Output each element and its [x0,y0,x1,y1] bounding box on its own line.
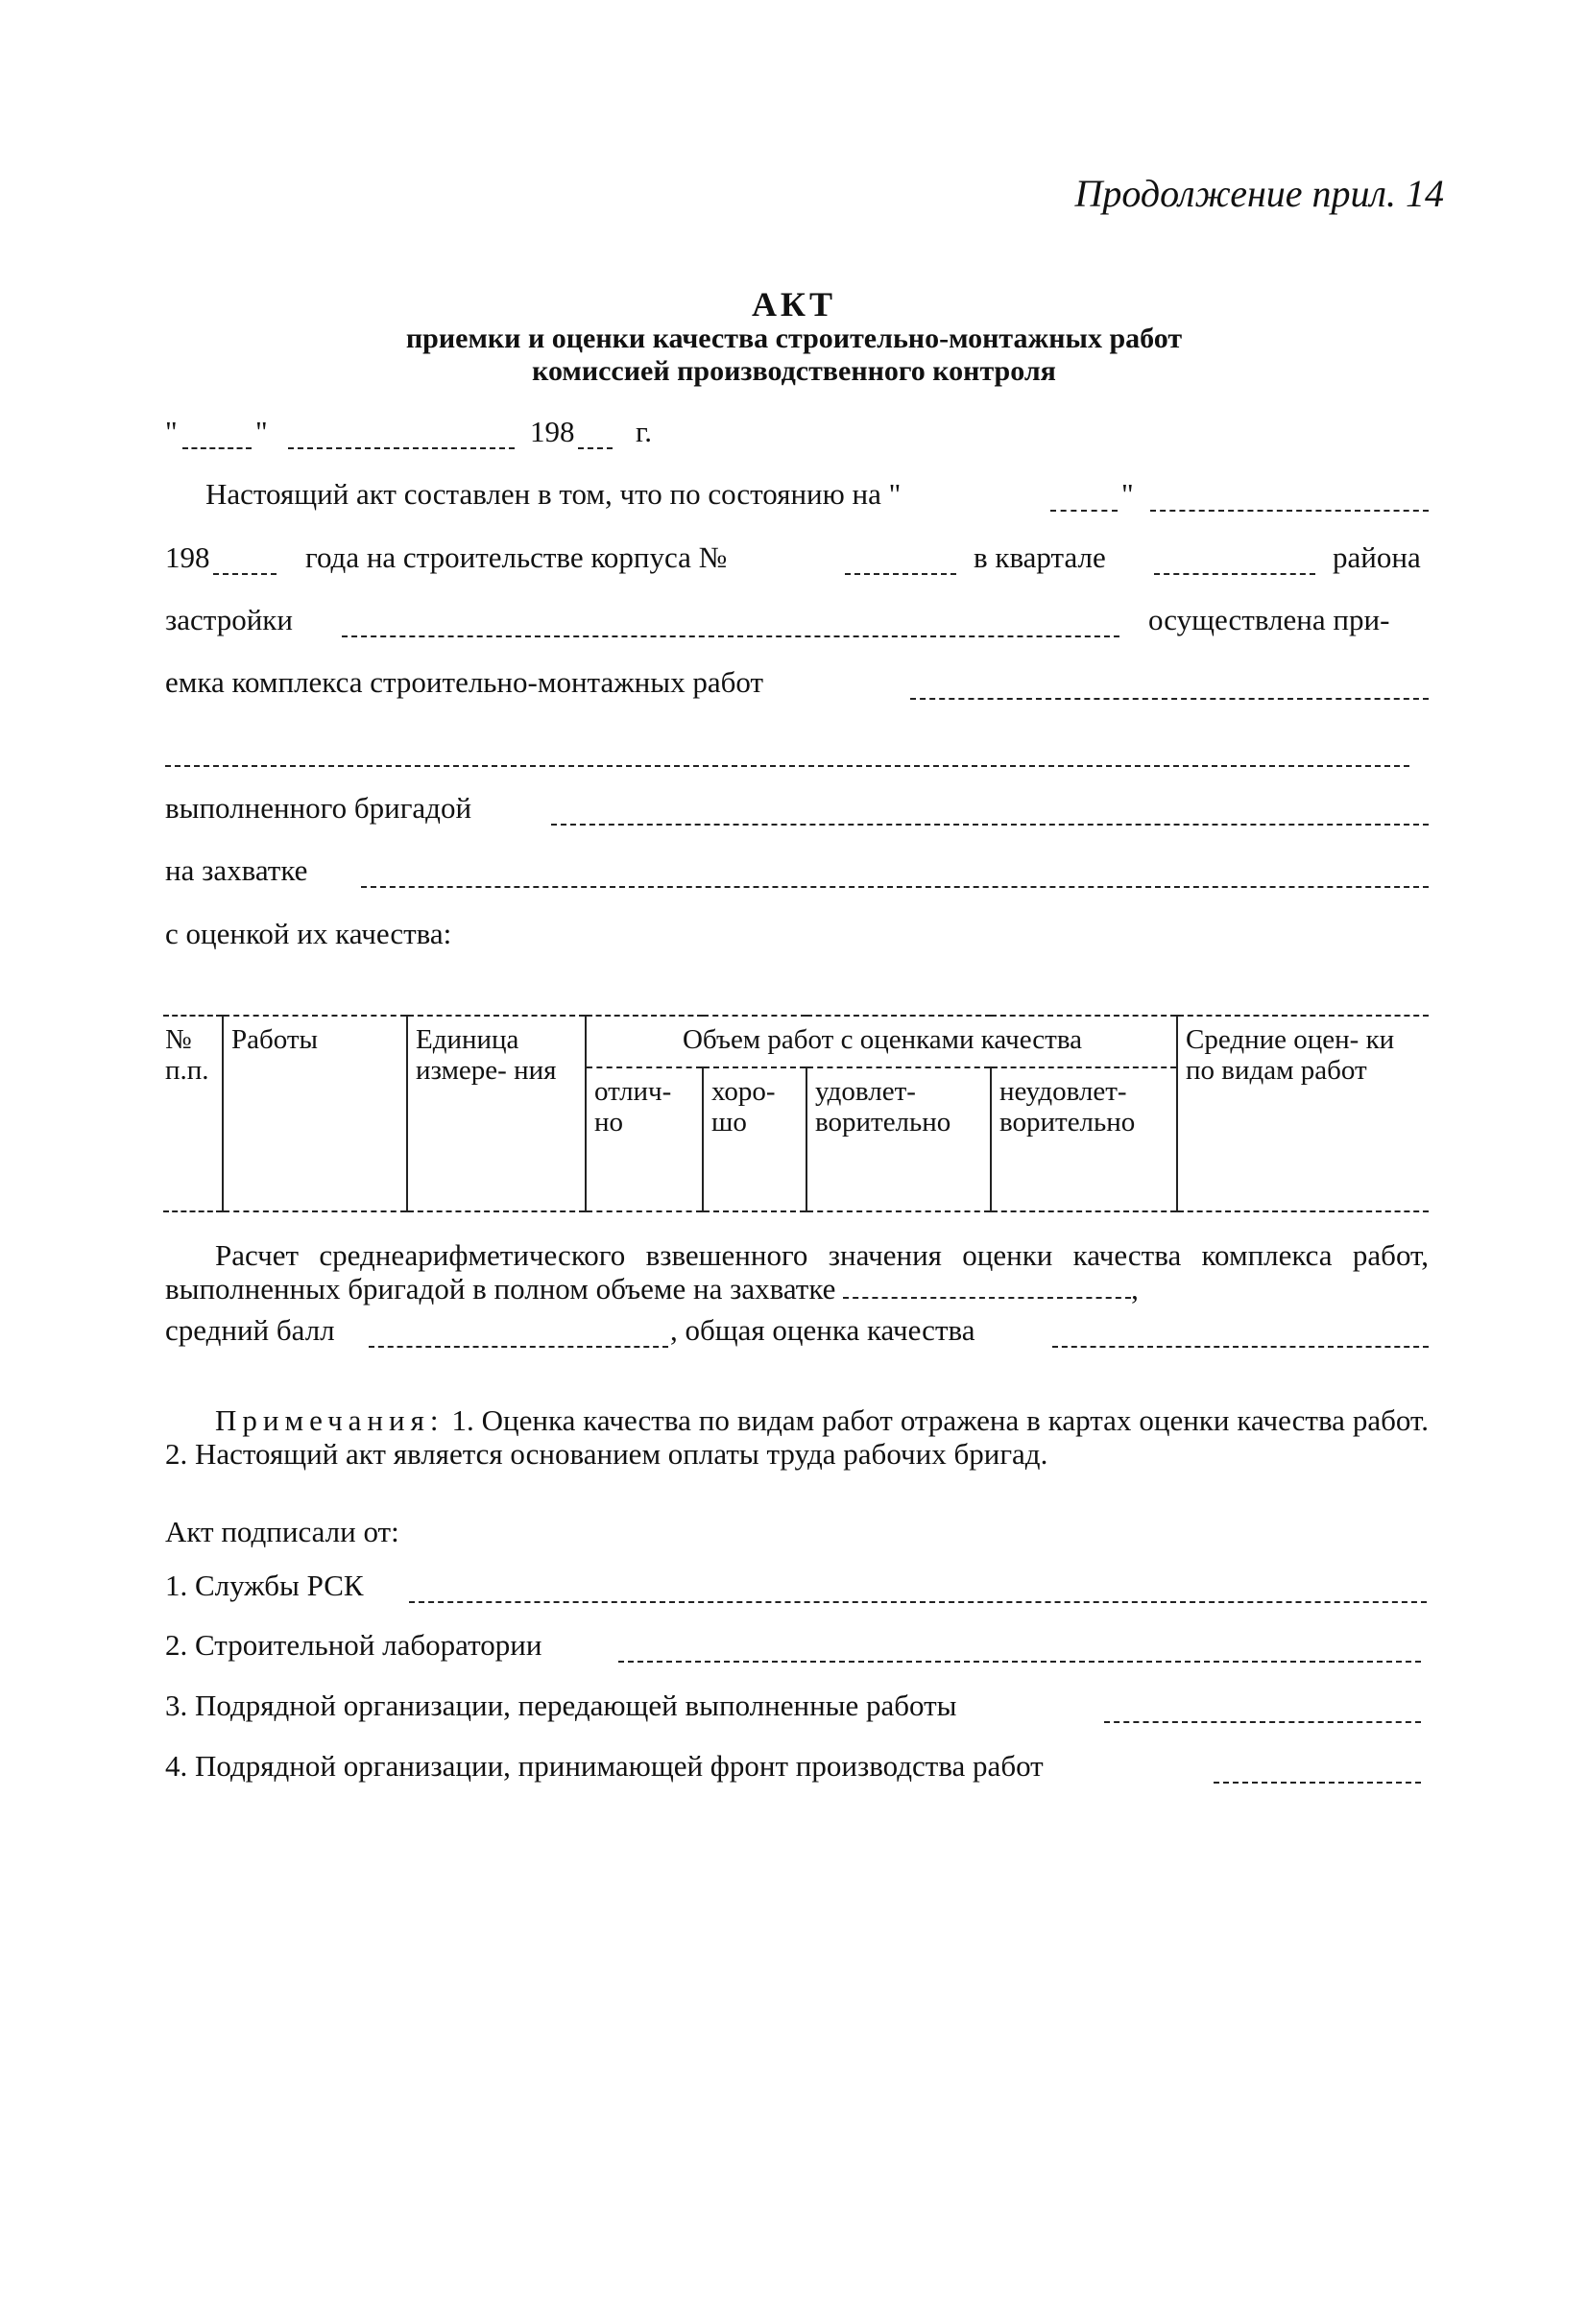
col-unit-header: Единица измере- ния [407,1016,586,1211]
avg-score-label: средний балл [165,1313,335,1347]
col-number-header: № п.п. [165,1024,209,1086]
date-year-field[interactable] [578,447,613,449]
signature-lab-field[interactable] [618,1661,1421,1663]
signature-accept-label: 4. Подрядной организации, принимающей фронт производства работ [165,1749,1044,1783]
acceptance-text: емка комплекса строительно-монтажных работ [165,665,763,699]
statement-year-prefix: 198 [165,540,210,574]
date-year-suffix: г. [636,415,652,448]
date-quote-open: " [165,415,178,448]
district-text: района [1333,540,1421,574]
statement-year-field[interactable] [213,573,277,575]
date-month-field[interactable] [288,447,515,449]
sub-good-header: хоро- шо [703,1067,806,1211]
signature-rsk-label: 1. Службы РСК [165,1569,364,1602]
acceptance-works-field[interactable] [910,698,1429,700]
brigade-field[interactable] [551,824,1429,826]
calculation-comma: , [1131,1272,1139,1306]
capture-text: на захватке [165,853,308,887]
overall-rating-field[interactable] [1052,1346,1429,1348]
statement-intro-close: " [1121,477,1134,511]
continuation-label: Продолжение прил. 14 [1074,172,1444,215]
date-quote-close: " [255,415,268,448]
avg-score-field[interactable] [369,1346,668,1348]
notes-label: Примечания: [215,1403,445,1437]
col-volume-header: Объем работ с оценками качества [586,1016,1177,1067]
building-text: года на строительстве корпуса № [305,540,728,574]
acceptance-works-field-continued[interactable] [165,765,1409,767]
overall-rating-label: , общая оценка качества [670,1313,975,1347]
signature-accept-field[interactable] [1214,1782,1421,1784]
capture-field[interactable] [361,886,1429,888]
col-average-header: Средние оцен- ки по видам работ [1177,1016,1429,1211]
act-subtitle-line2: комиссией производственного контроля [532,355,1056,387]
calculation-paragraph [165,1238,1429,1306]
signature-transfer-label: 3. Подрядной организации, передающей выполненные работы [165,1689,957,1722]
notes-paragraph [165,1403,1429,1471]
sub-unsatisfactory-header: неудовлет- ворительно [991,1067,1177,1211]
sub-satisfactory-header: удовлет- ворительно [806,1067,991,1211]
zone-text: застройки [165,603,293,636]
done-text: осуществлена при- [1148,603,1390,636]
quarter-field[interactable] [1154,573,1315,575]
signature-transfer-field[interactable] [1104,1721,1421,1723]
brigade-text: выполненного бригадой [165,791,472,825]
act-title: АКТ [751,285,837,323]
signature-rsk-field[interactable] [409,1601,1427,1603]
notes-text: 1. Оценка качества по видам работ отражена в картах оценки качества работ. 2. Настоящий акт является основанием оплаты труда рабочих бригад. [165,1403,1429,1471]
statement-month-field[interactable] [1150,510,1429,512]
building-number-field[interactable] [845,573,956,575]
signature-lab-label: 2. Строительной лаборатории [165,1628,542,1662]
sub-excellent-header: отлич- но [586,1067,703,1211]
calculation-capture-field[interactable] [843,1278,1131,1299]
signatures-intro: Акт подписали от: [165,1515,399,1548]
quarter-text: в квартале [974,540,1106,574]
rating-text: с оценкой их качества: [165,917,452,950]
quality-table [163,1015,1429,1212]
statement-day-field[interactable] [1050,510,1118,512]
zone-field[interactable] [342,635,1119,637]
col-works-header: Работы [223,1016,407,1211]
act-subtitle-line1: приемки и оценки качества строительно-монтажных работ [405,323,1183,354]
date-day-field[interactable] [182,447,252,449]
statement-intro: Настоящий акт составлен в том, что по состоянию на " [205,477,902,511]
date-year-prefix: 198 [530,415,575,448]
calculation-text: Расчет среднеарифметического взвешенного значения оценки качества комплекса работ, выполненных бригадой в полном объеме на захватке [165,1238,1429,1306]
